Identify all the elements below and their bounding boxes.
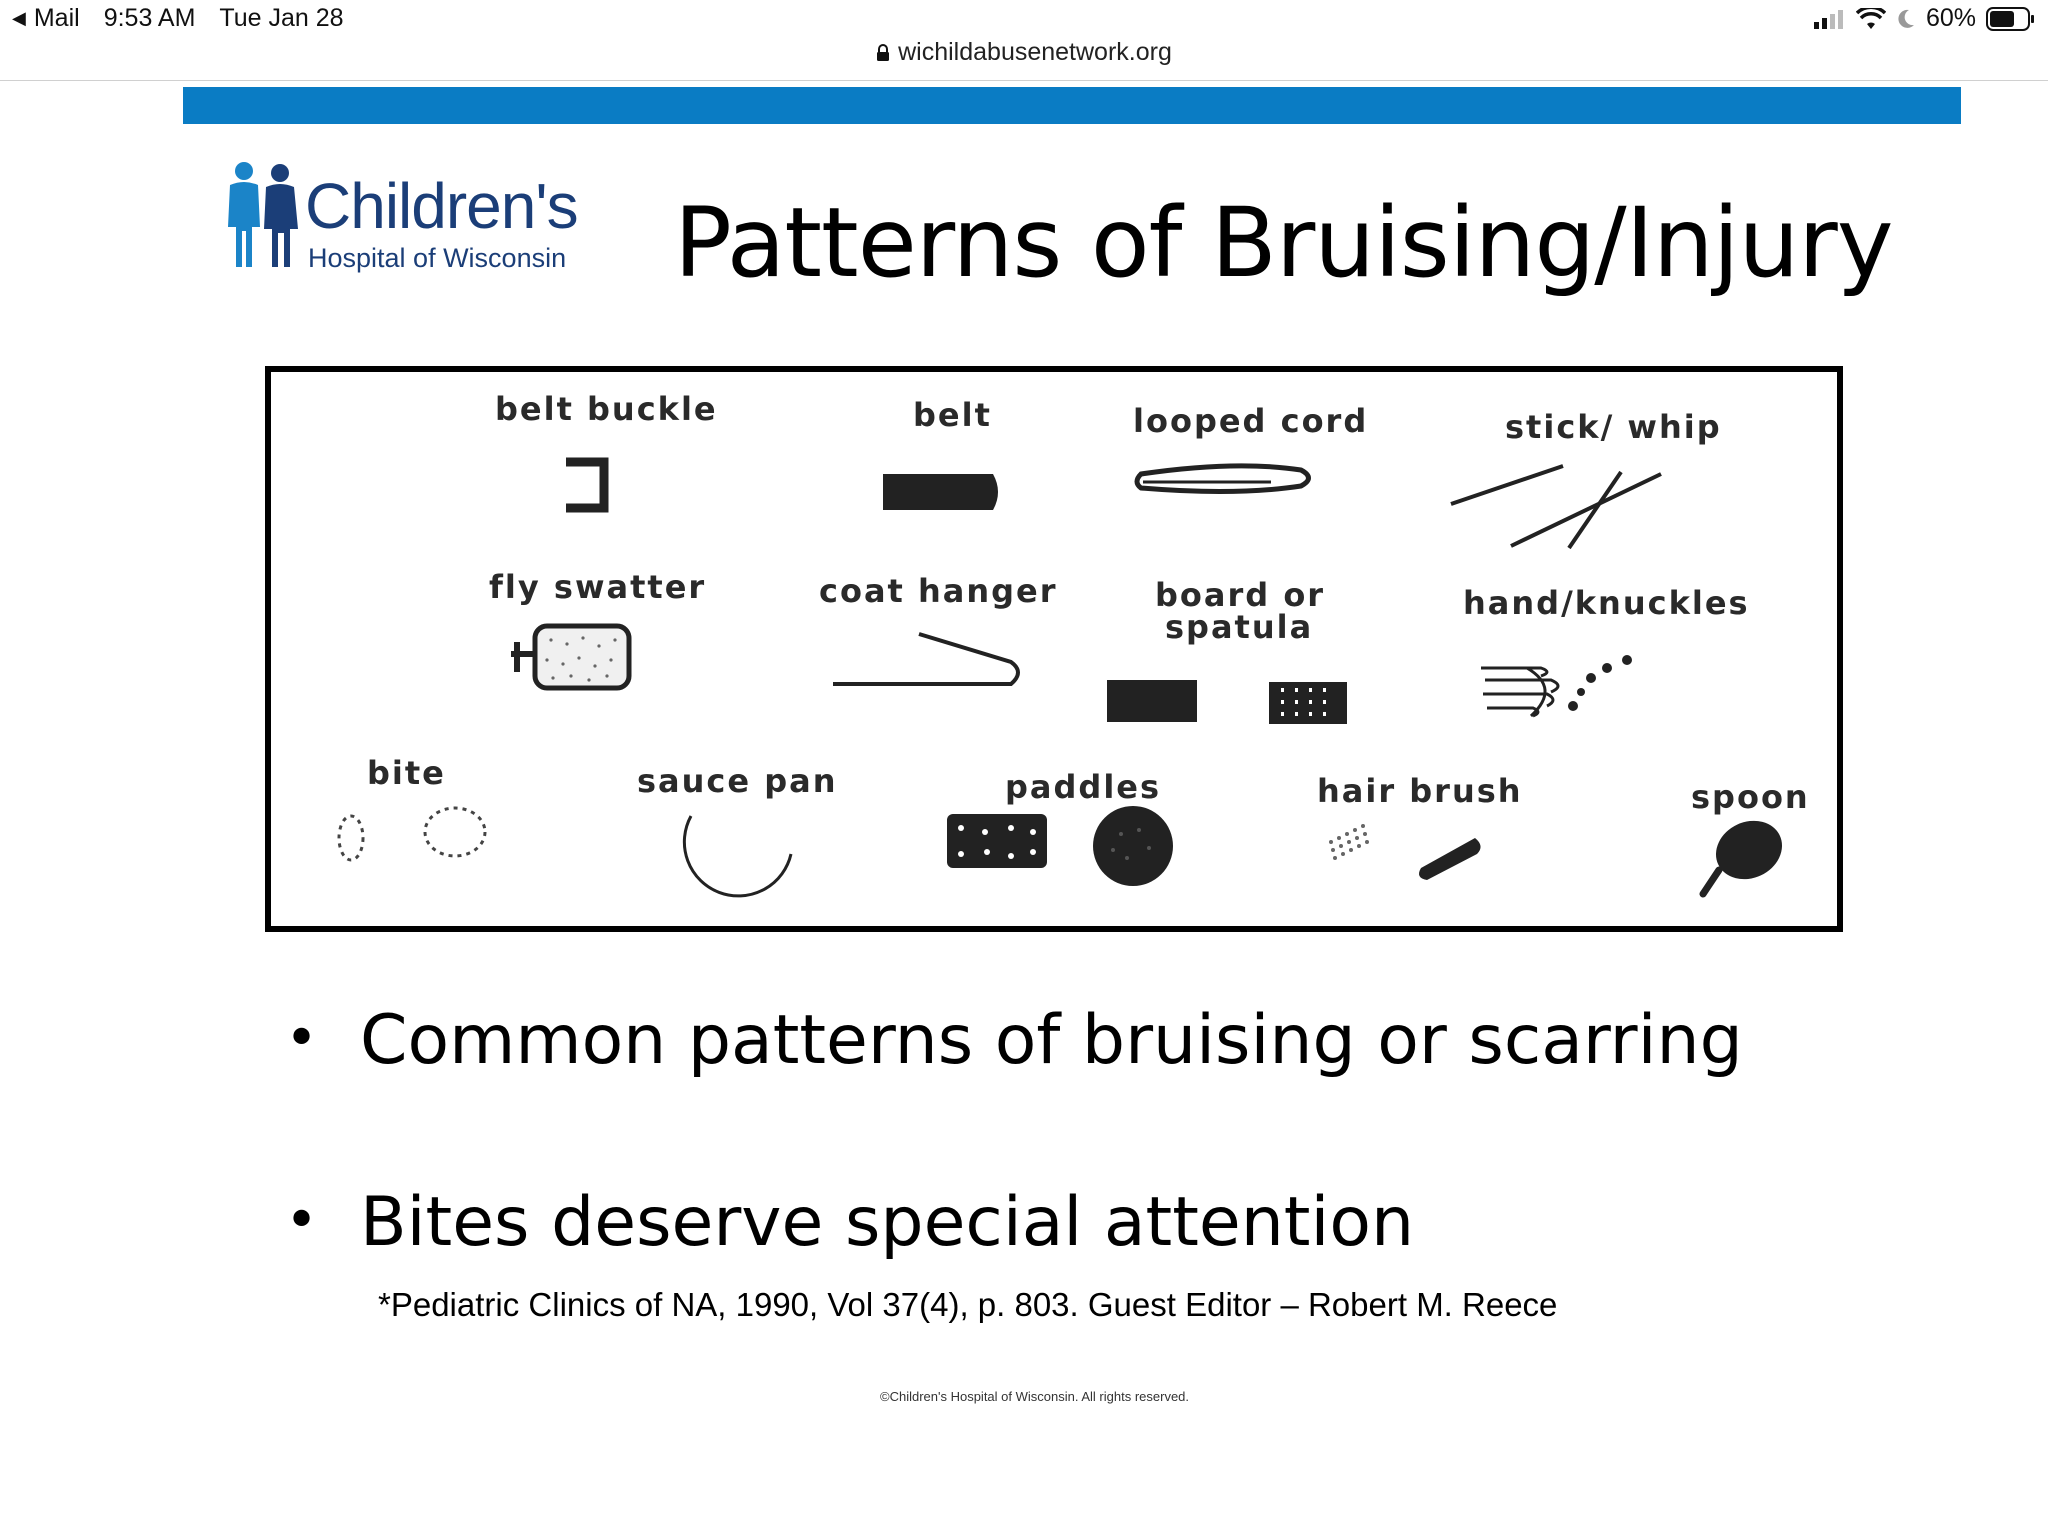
status-time: 9:53 AM: [103, 4, 196, 32]
children-figures-icon: [222, 159, 304, 269]
stick-whip-mark: [1451, 466, 1661, 548]
label-belt: belt: [913, 396, 992, 434]
label-stick-whip: stick/ whip: [1505, 408, 1722, 446]
slide-title: Patterns of Bruising/Injury: [674, 187, 1893, 299]
wifi-icon: [1856, 8, 1886, 30]
label-fly-swatter: fly swatter: [489, 568, 707, 606]
copyright: ©Children's Hospital of Wisconsin. All rights reserved.: [880, 1389, 1190, 1404]
slide: [0, 81, 2048, 1536]
paddle-rectangle-mark: [947, 814, 1047, 868]
moon-icon: [1896, 8, 1916, 30]
spoon-mark: [1703, 810, 1792, 894]
belt-mark: [883, 474, 998, 510]
label-board-line1: board or: [1155, 576, 1326, 614]
bullet-text: Bites deserve special attention: [360, 1183, 1415, 1262]
looped-cord-mark: [1137, 466, 1309, 492]
signal-icon: [1814, 9, 1846, 29]
citation: *Pediatric Clinics of NA, 1990, Vol 37(4), p. 803. Guest Editor – Robert M. Reece: [378, 1286, 1558, 1323]
label-hair-brush: hair brush: [1317, 772, 1523, 810]
accent-bar: [183, 87, 1961, 124]
bite-mark: [339, 808, 485, 860]
logo-subtitle: Hospital of Wisconsin: [308, 243, 567, 273]
hand-mark: [1481, 668, 1558, 716]
status-bar-left: [12, 4, 344, 33]
hospital-logo: [222, 159, 602, 309]
spatula-mark: [1269, 682, 1347, 724]
label-belt-buckle: belt buckle: [495, 390, 718, 428]
bullet-text: Common patterns of bruising or scarring: [360, 1001, 1743, 1080]
belt-buckle-mark: [566, 462, 604, 508]
back-chevron-icon[interactable]: ◀: [12, 8, 26, 28]
fly-swatter-mark: [511, 626, 629, 688]
sauce-pan-mark: [684, 816, 791, 896]
label-board-line2: spatula: [1165, 608, 1314, 646]
logo-title: Children's: [305, 170, 578, 242]
label-hand-knuckles: hand/knuckles: [1463, 584, 1750, 622]
lock-icon: [876, 44, 890, 62]
bullet-dot: •: [285, 1006, 319, 1071]
label-looped-cord: looped cord: [1133, 402, 1369, 440]
injury-patterns-diagram: [265, 366, 1843, 932]
bullet-item: [285, 1183, 1414, 1262]
status-bar-right: [1814, 4, 2036, 33]
label-spoon: spoon: [1691, 778, 1810, 816]
status-date: Tue Jan 28: [219, 4, 344, 32]
status-bar: [0, 0, 2048, 38]
label-coat-hanger: coat hanger: [819, 572, 1058, 610]
url-text[interactable]: wichildabusenetwork.org: [898, 38, 1172, 66]
label-bite: bite: [367, 754, 446, 792]
board-mark: [1107, 680, 1197, 722]
diagram-drawings: [271, 372, 1837, 926]
battery-percent: 60%: [1925, 4, 1976, 32]
label-sauce-pan: sauce pan: [637, 762, 838, 800]
label-paddles: paddles: [1005, 768, 1162, 806]
bullet-dot: •: [285, 1188, 319, 1253]
knuckles-mark: [1568, 655, 1632, 711]
bullet-item: [285, 1001, 1743, 1080]
back-app-label[interactable]: Mail: [33, 4, 80, 32]
address-bar[interactable]: [0, 38, 2048, 80]
paddle-round-mark: [1093, 806, 1173, 886]
battery-icon: [1986, 7, 2036, 31]
hair-brush-mark: [1329, 824, 1481, 880]
coat-hanger-mark: [833, 634, 1018, 684]
